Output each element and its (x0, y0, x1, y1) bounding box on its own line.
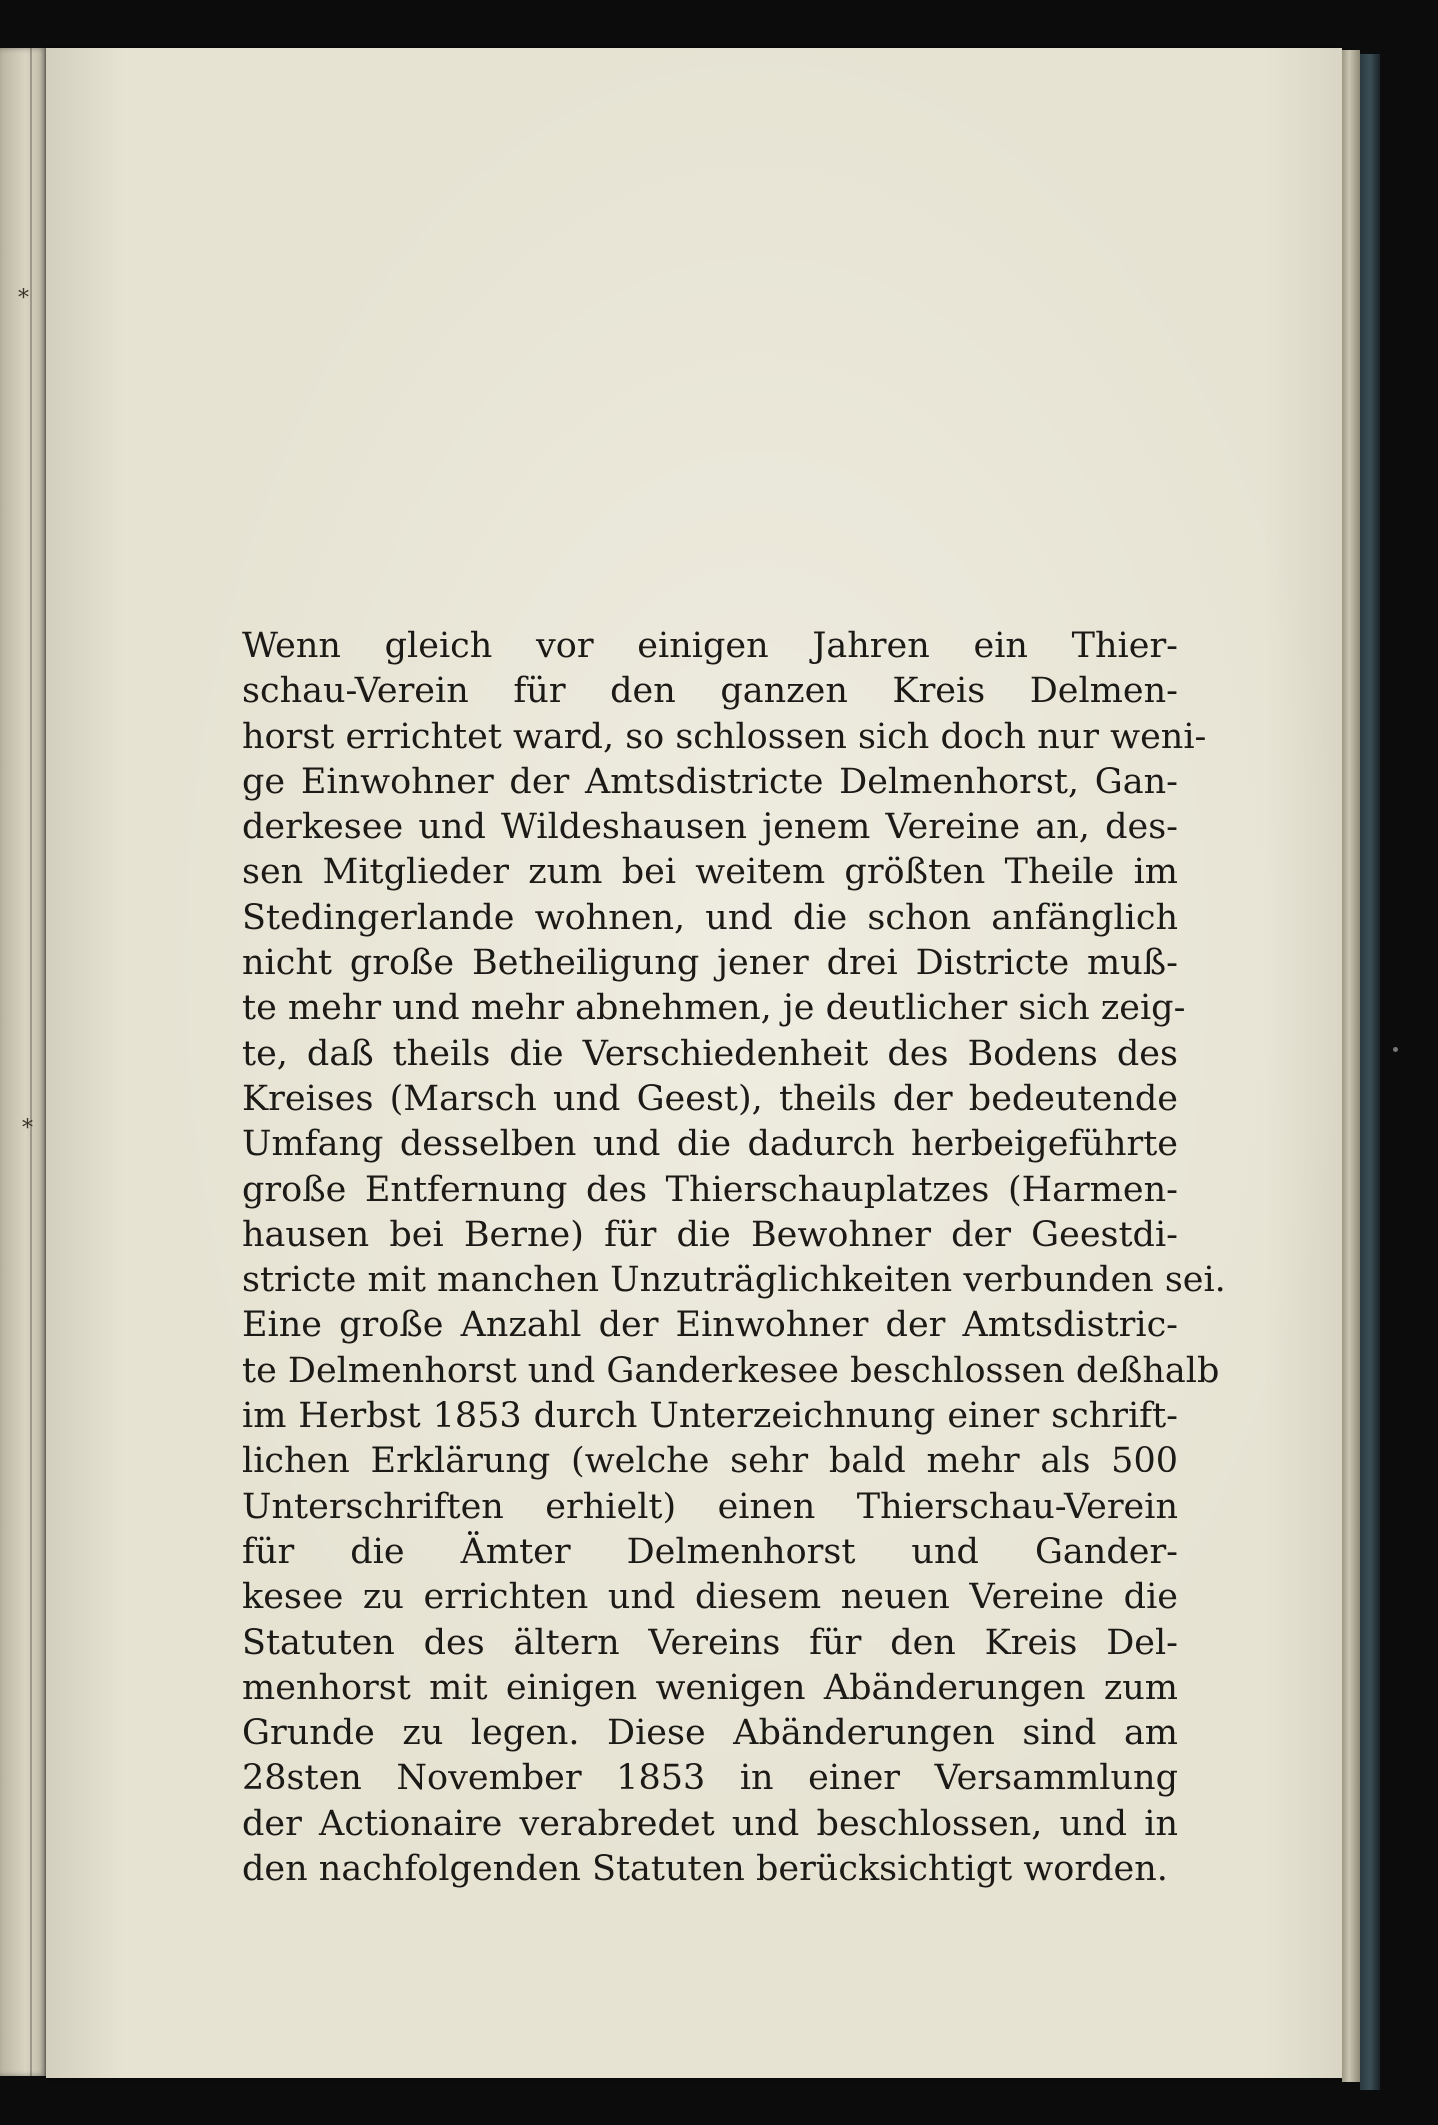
text-line: lichen Erklärung (welche sehr bald mehr als 500 (242, 1441, 1178, 1482)
text-line: schau-Verein für den ganzen Kreis Delmen- (242, 671, 1178, 712)
text-line: menhorst mit einigen wenigen Abänderungen zum (242, 1667, 1178, 1708)
text-line: horst errichtet ward, so schlossen sich doch nur weni- (242, 716, 1207, 757)
text-line: im Herbst 1853 durch Unterzeichnung einer schrift- (242, 1396, 1178, 1437)
text-line: Grunde zu legen. Diese Abänderungen sind am (242, 1713, 1178, 1754)
text-line: Wenn gleich vor einigen Jahren ein Thier- (242, 626, 1178, 666)
text-line: Kreises (Marsch und Geest), theils der bedeutende (242, 1078, 1178, 1119)
text-line: ge Einwohner der Amtsdistricte Delmenhorst, Gan- (242, 761, 1178, 802)
page-stack-edge (1342, 50, 1360, 2082)
text-line: für die Ämter Delmenhorst und Gander- (242, 1531, 1178, 1572)
text-line: te mehr und mehr abnehmen, je deutlicher sich zeig- (242, 988, 1186, 1029)
margin-mark-middle: * (22, 1116, 33, 1141)
text-line: nicht große Betheiligung jener drei Districte muß- (242, 943, 1178, 984)
text-line: Unterschriften erhielt) einen Thierschau-Verein (242, 1486, 1178, 1527)
text-line: derkesee und Wildeshausen jenem Vereine an, des- (242, 807, 1178, 848)
text-line: stricte mit manchen Unzuträglichkeiten verbunden sei. (242, 1260, 1226, 1301)
text-line: 28sten November 1853 in einer Versammlung (242, 1758, 1178, 1799)
text-line: Stedingerlande wohnen, und die schon anfänglich (242, 897, 1178, 938)
text-line: sen Mitglieder zum bei weitem größten Theile im (242, 852, 1178, 893)
text-line: kesee zu errichten und diesem neuen Vereine die (242, 1577, 1178, 1618)
gutter-line (30, 48, 32, 2076)
book-cover-edge (1360, 54, 1380, 2090)
text-line: der Actionaire verabredet und beschlossen, und in (242, 1803, 1178, 1844)
text-line: te Delmenhorst und Ganderkesee beschlossen deßhalb (242, 1350, 1220, 1391)
text-line-last: den nachfolgenden Statuten berücksichtigt worden. (242, 1849, 1168, 1890)
text-line: hausen bei Berne) für die Bewohner der Geestdi- (242, 1214, 1178, 1255)
body-text (242, 624, 1226, 1892)
text-line: Umfang desselben und die dadurch herbeigeführte (242, 1124, 1178, 1165)
left-page-edge (0, 48, 46, 2076)
text-line: Statuten des ältern Vereins für den Kreis Del- (242, 1622, 1178, 1663)
text-line: große Entfernung des Thierschauplatzes (Harmen- (242, 1169, 1178, 1210)
stray-dot (1393, 1047, 1398, 1052)
margin-mark-top: * (18, 286, 29, 311)
text-line: Eine große Anzahl der Einwohner der Amtsdistric- (242, 1305, 1178, 1346)
text-line: te, daß theils die Verschiedenheit des Bodens des (242, 1033, 1178, 1074)
